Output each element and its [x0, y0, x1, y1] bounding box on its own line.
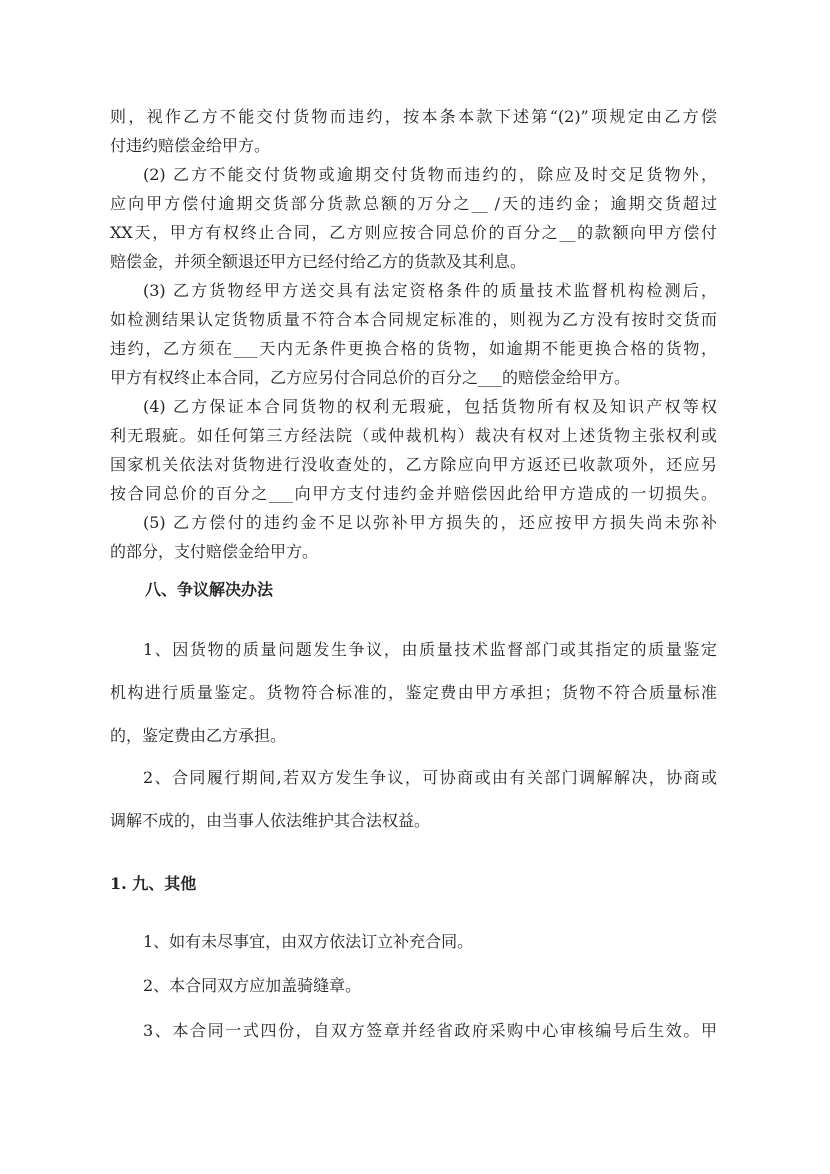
clause-line: (4) 乙方保证本合同货物的权利无瑕疵，包括货物所有权及知识产权等权	[143, 397, 717, 416]
clause-line: 应向甲方偿付逾期交货部分货款总额的万分之__ /天的违约金；逾期交货超过	[110, 194, 717, 213]
clause-line: (2) 乙方不能交付货物或逾期交付货物而违约的，除应及时交足货物外，	[143, 165, 717, 184]
section-line: 1、因货物的质量问题发生争议，由质量技术监督部门或其指定的质量鉴定	[143, 640, 717, 659]
section-line: 机构进行质量鉴定。货物符合标准的，鉴定费由甲方承担；货物不符合质量标准	[110, 683, 717, 702]
clause-line: 按合同总价的百分之___向甲方支付违约金并赔偿因此给甲方造成的一切损失。	[110, 484, 717, 503]
section-line: 调解不成的，由当事人依法维护其合法权益。	[110, 811, 431, 830]
clause-line: 违约，乙方须在___天内无条件更换合格的货物，如逾期不能更换合格的货物，	[110, 339, 717, 358]
clause-line: 赔偿金，并须全额退还甲方已经付给乙方的货款及其利息。	[110, 252, 527, 271]
section-line: 的，鉴定费由乙方承担。	[110, 726, 287, 745]
section-line: 2、本合同双方应加盖骑缝章。	[143, 976, 362, 995]
clause-line: 则，视作乙方不能交付货物而违约，按本条本款下述第“(2)”项规定由乙方偿	[110, 107, 717, 126]
clause-line: 国家机关依法对货物进行没收查处的，乙方除应向甲方返还已收款项外，还应另	[110, 455, 717, 474]
clause-line: 付违约赔偿金给甲方。	[110, 136, 271, 155]
section-heading: 1. 九、其他	[110, 874, 197, 893]
clause-line: 甲方有权终止本合同，乙方应另付合同总价的百分之___的赔偿金给甲方。	[110, 368, 631, 387]
section-heading: 八、争议解决办法	[145, 580, 274, 599]
clause-line: XX天，甲方有权终止合同，乙方则应按合同总价的百分之__的款额向甲方偿付	[110, 223, 717, 242]
section-line: 1、如有未尽事宜，由双方依法订立补充合同。	[143, 932, 474, 951]
section-line: 3、本合同一式四份，自双方签章并经省政府采购中心审核编号后生效。甲	[143, 1021, 717, 1040]
clause-line: 的部分，支付赔偿金给甲方。	[110, 542, 319, 561]
clause-line: 利无瑕疵。如任何第三方经法院（或仲裁机构）裁决有权对上述货物主张权利或	[110, 426, 717, 445]
section-line: 2、合同履行期间,若双方发生争议，可协商或由有关部门调解解决，协商或	[143, 768, 717, 787]
clause-line: 如检测结果认定货物质量不符合本合同规定标准的，则视为乙方没有按时交货而	[110, 310, 717, 329]
clause-line: (3) 乙方货物经甲方送交具有法定资格条件的质量技术监督机构检测后，	[143, 281, 717, 300]
clause-line: (5) 乙方偿付的违约金不足以弥补甲方损失的，还应按甲方损失尚未弥补	[143, 513, 717, 532]
